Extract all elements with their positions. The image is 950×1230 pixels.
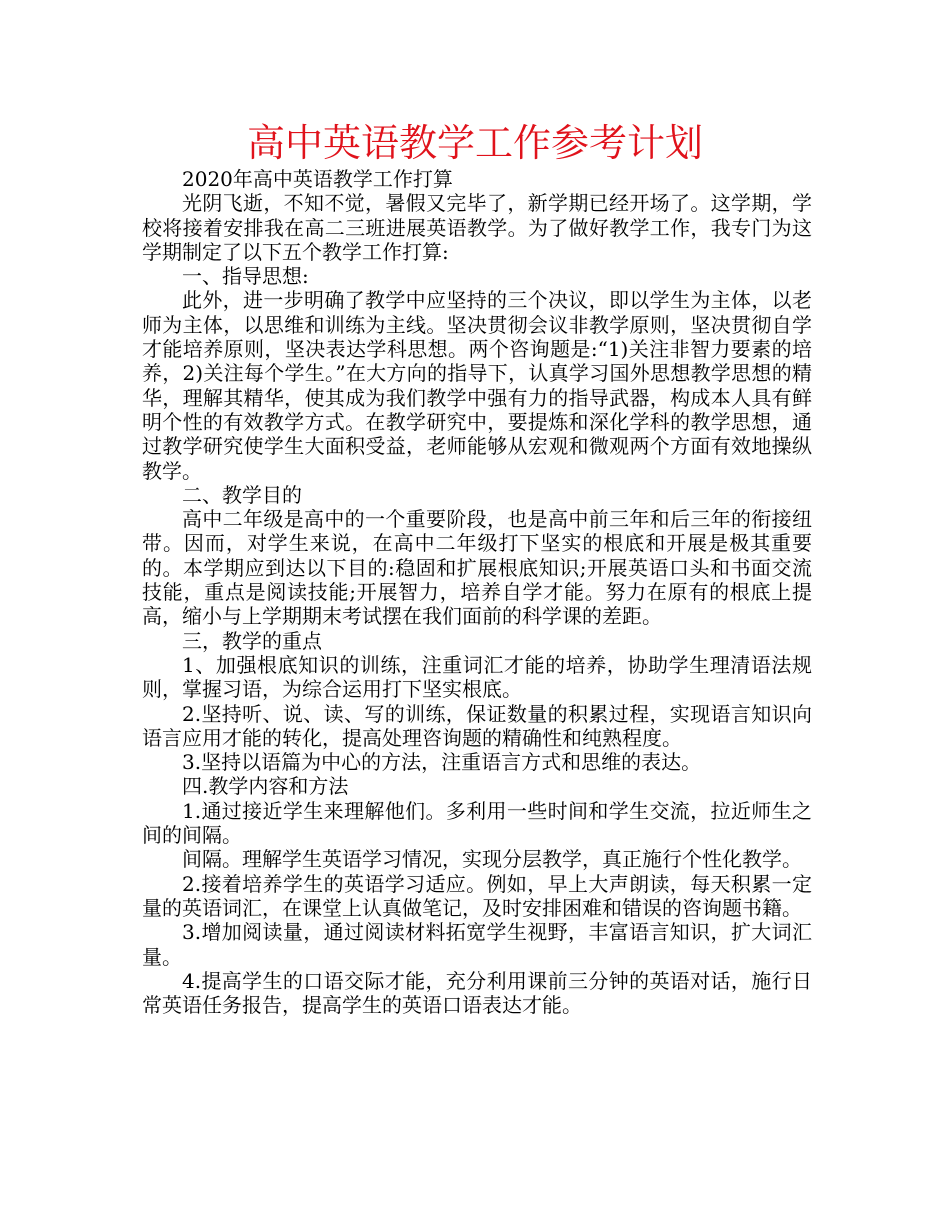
paragraph: 高中二年级是高中的一个重要阶段，也是高中前三年和后三年的衔接纽带。因而，对学生来说，在高中二年级打下坚实的根底和开展是极其重要的。本学期应到达以下目的:稳固和扩展根底知识;开展英语口头和书面交流技能，重点是阅读技能;开展智力，培养自学才能。努力在原有的根底上提高，缩小与上学期期末考试摆在我们面前的科学课的差距。	[142, 507, 812, 629]
paragraph: 4.提高学生的口语交际才能，充分利用课前三分钟的英语对话，施行日常英语任务报告，提高学生的英语口语表达才能。	[142, 968, 812, 1018]
paragraph: 2.坚持听、说、读、写的训练，保证数量的积累过程，实现语言知识向语言应用才能的转化，提高处理咨询题的精确性和纯熟程度。	[142, 701, 812, 750]
paragraph: 1、加强根底知识的训练，注重词汇才能的培养，协助学生理清语法规则，掌握习语，为综合运用打下坚实根底。	[142, 652, 812, 702]
document-body	[142, 167, 812, 1017]
section-heading: 三，教学的重点	[182, 628, 322, 653]
paragraph: 3.增加阅读量，通过阅读材料拓宽学生视野，丰富语言知识，扩大词汇量。	[142, 920, 812, 969]
paragraph: 间隔。理解学生英语学习情况，实现分层教学，真正施行个性化教学。	[182, 847, 802, 872]
paragraph: 2020年高中英语教学工作打算	[182, 167, 453, 191]
section-heading: 二、教学目的	[182, 482, 302, 507]
paragraph: 此外，进一步明确了教学中应坚持的三个决议，即以学生为主体，以老师为主体，以思维和训练为主线。坚决贯彻会议非教学原则，坚决贯彻自学才能培养原则，坚决表达学科思想。两个咨询题是:“1)关注非智力要素的培养，2)关注每个学生。”在大方向的指导下，认真学习国外思想教学思想的精华，理解其精华，使其成为我们教学中强有力的指导武器，构成本人具有鲜明个性的有效教学方式。在教学研究中，要提炼和深化学科的教学思想，通过教学研究使学生大面积受益，老师能够从宏观和微观两个方面有效地操纵教学。	[142, 288, 812, 483]
paragraph: 1.通过接近学生来理解他们。多利用一些时间和学生交流，拉近师生之间的间隔。	[142, 798, 812, 848]
paragraph: 2.接着培养学生的英语学习适应。例如，早上大声朗读，每天积累一定量的英语词汇，在课堂上认真做笔记，及时安排困难和错误的咨询题书籍。	[142, 871, 812, 920]
section-heading: 一、指导思想:	[182, 264, 309, 289]
paragraph: 3.坚持以语篇为中心的方法，注重语言方式和思维的表达。	[182, 750, 702, 775]
document-title: 高中英语教学工作参考计划	[246, 121, 703, 165]
section-heading: 四.教学内容和方法	[182, 774, 349, 799]
paragraph: 光阴飞逝，不知不觉，暑假又完毕了，新学期已经开场了。这学期，学校将接着安排我在高二三班进展英语教学。为了做好教学工作，我专门为这学期制定了以下五个教学工作打算:	[142, 191, 812, 264]
